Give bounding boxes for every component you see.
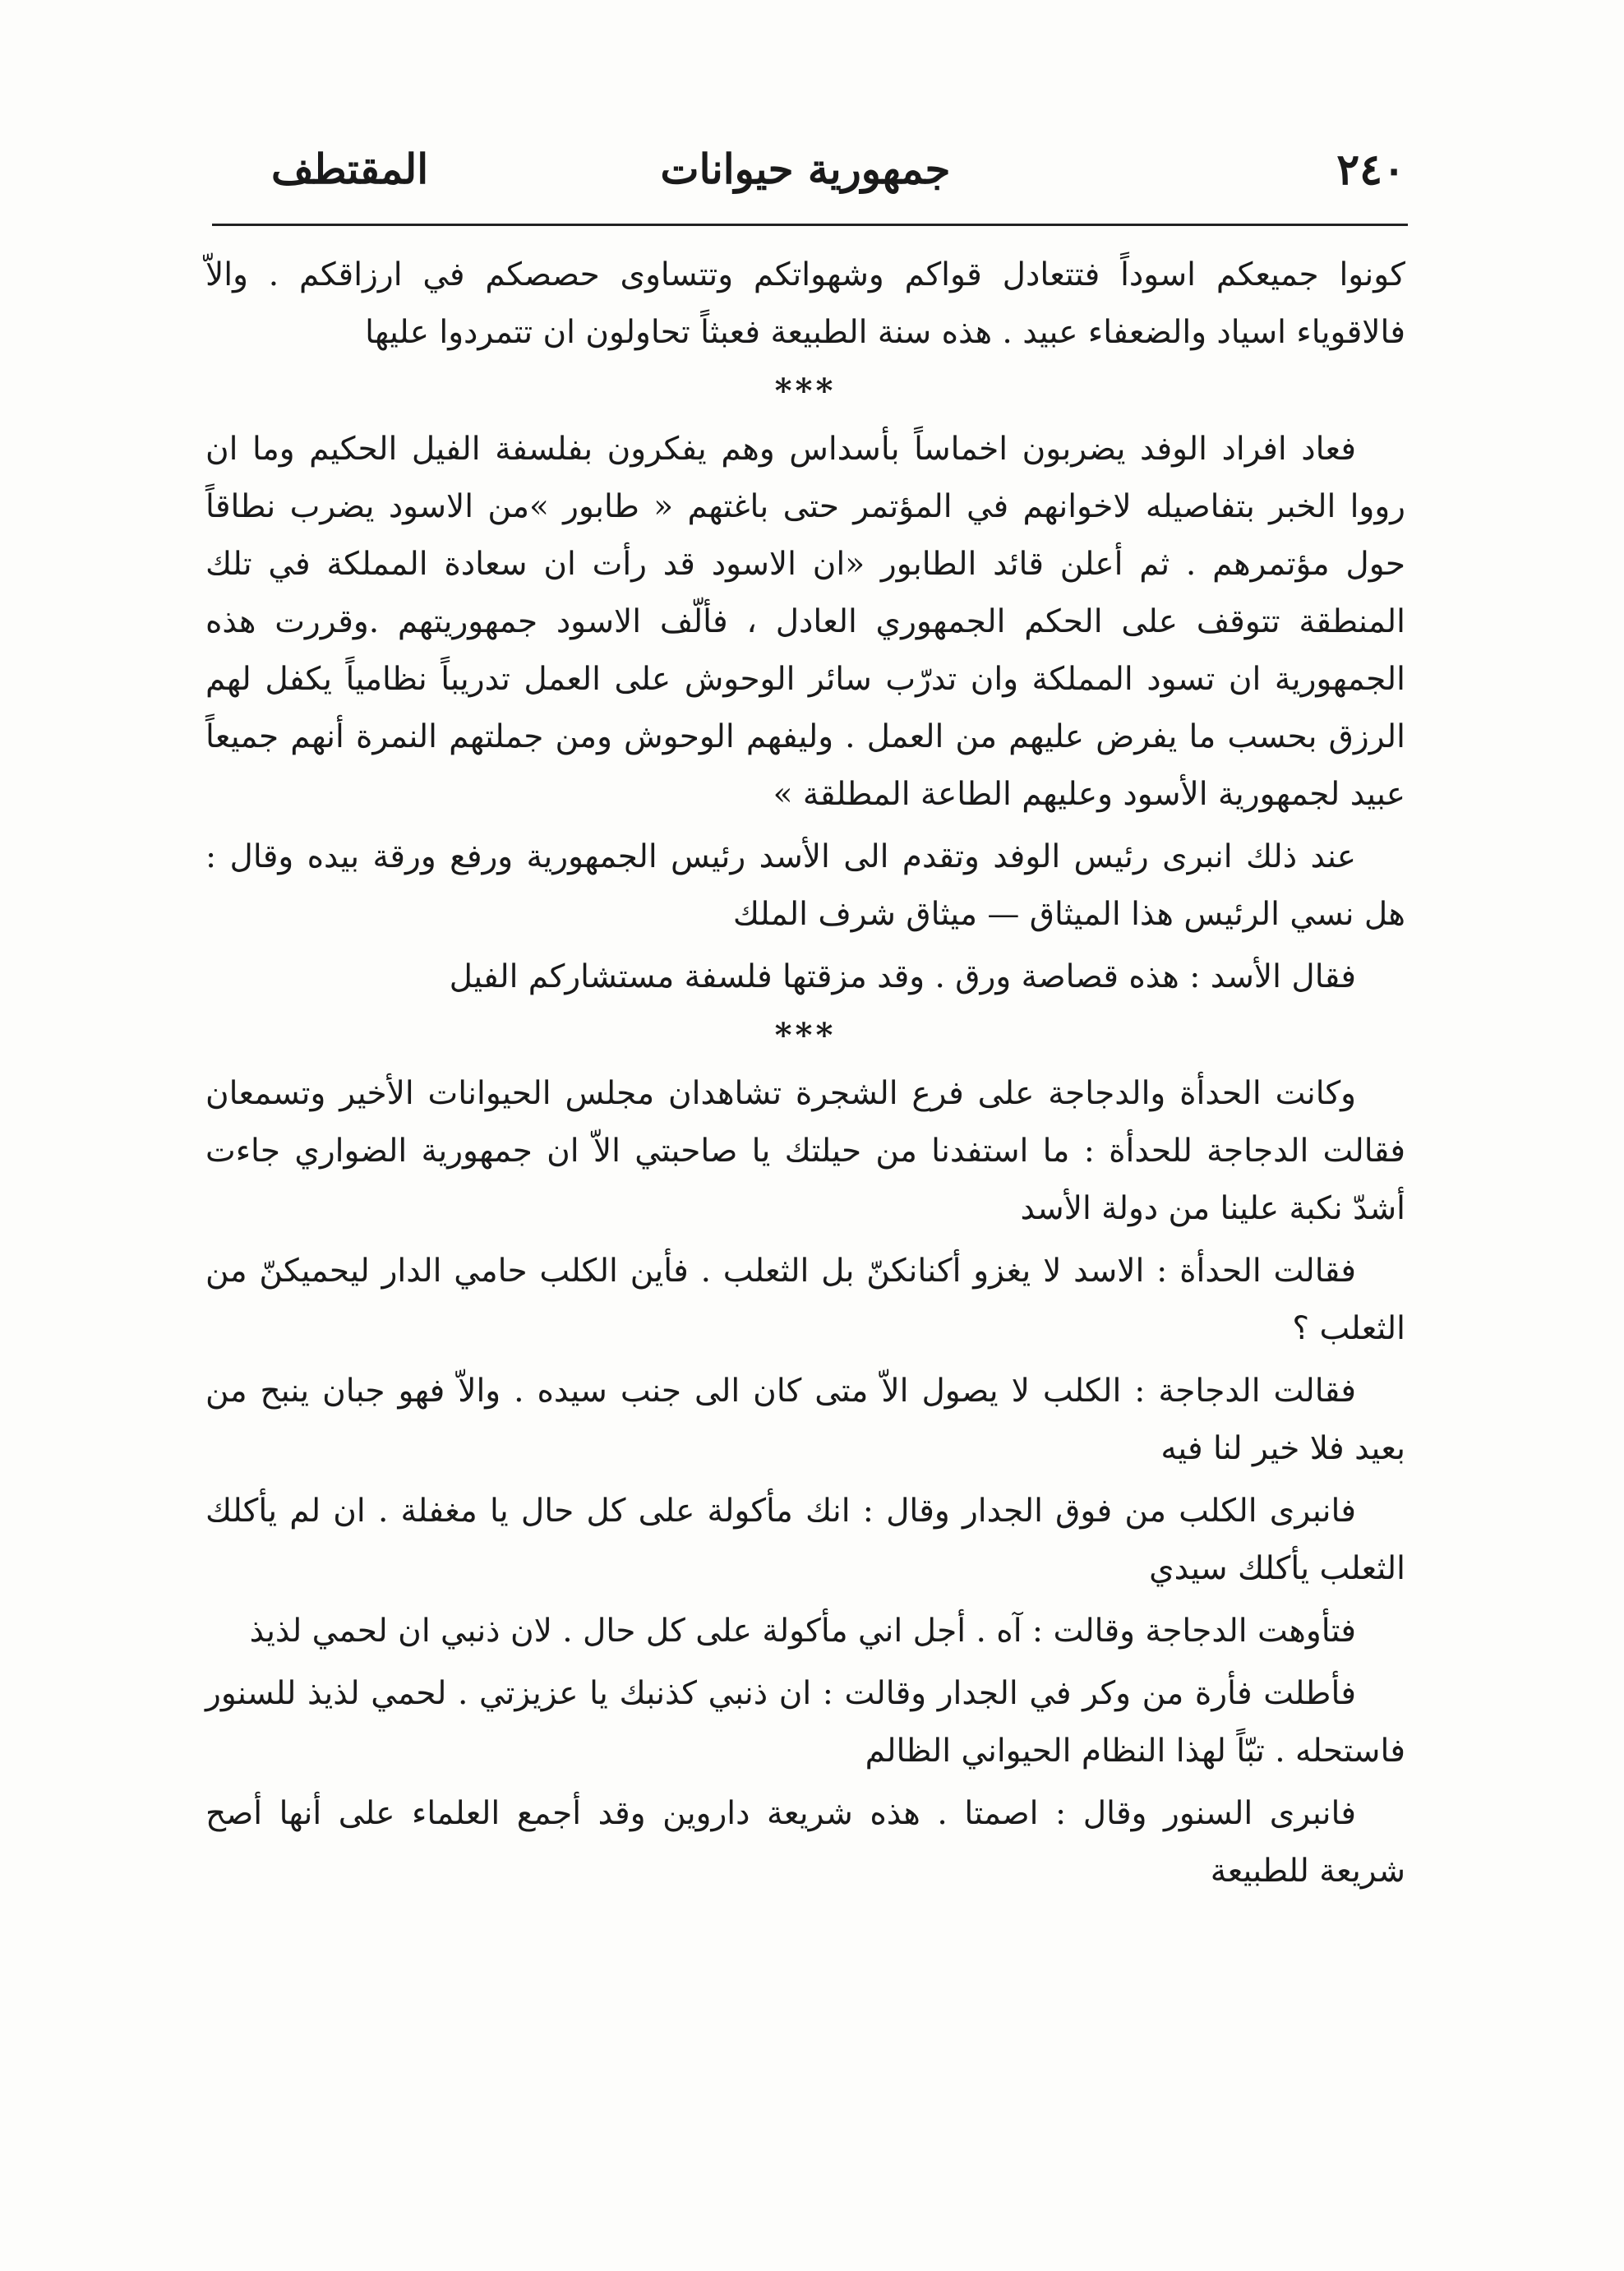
section-separator-1: *** [774, 372, 837, 410]
paragraph-3: عند ذلك انبرى رئيس الوفد وتقدم الى الأسد رئيس الجمهورية ورفع ورقة بيده وقال : هل نسي الرئيس هذا الميثاق — ميثاق شرف الملك [205, 838, 1405, 933]
paragraph-8: فانبرى الكلب من فوق الجدار وقال : انك مأكولة على كل حال يا مغفلة . ان لم يأكلك الثعلب يأكلك سيدي [205, 1493, 1405, 1587]
page-number: ٢٤٠ [1336, 145, 1405, 195]
running-title: جمهورية حيوانات [660, 145, 951, 193]
paragraph-4: فقال الأسد : هذه قصاصة ورق . وقد مزقتها فلسفة مستشاركم الفيل [449, 958, 1356, 995]
header-rule [212, 224, 1408, 226]
section-separator-2: *** [774, 1016, 837, 1055]
paragraph-6: فقالت الحدأة : الاسد لا يغزو أكنانكنّ بل الثعلب . فأين الكلب حامي الدار ليحميكنّ من الثعلب ؟ [205, 1253, 1405, 1347]
paragraph-10: فأطلت فأرة من وكر في الجدار وقالت : ان ذنبي كذنبك يا عزيزتي . لحمي لذيذ للسنور فاستحله . تبّاً لهذا النظام الحيواني الظالم [205, 1675, 1405, 1770]
journal-name: المقتطف [271, 145, 429, 193]
paragraph-11: فانبرى السنور وقال : اصمتا . هذه شريعة داروين وقد أجمع العلماء على أنها أصح شريعة للطبيعة [205, 1795, 1405, 1890]
paragraph-2: فعاد افراد الوفد يضربون اخماساً بأسداس وهم يفكرون بفلسفة الفيل الحكيم وما ان رووا الخبر بتفاصيله لاخوانهم في المؤتمر حتى باغتهم « طابور »من الاسود يضرب نطاقاً حول مؤتمرهم . ثم أعلن قائد الطابور «ان الاسود قد رأت ان سعادة المملكة في تلك المنطقة تتوقف على الحكم الجمهوري العادل ، فألّف الاسود جمهوريتهم .وقررت هذه الجمهورية ان تسود المملكة وان تدرّب سائر الوحوش على العمل تدريباً نظامياً يكفل لهم الرزق بحسب ما يفرض عليهم من العمل . وليفهم الوحوش ومن جملتهم النمرة أنهم جميعاً عبيد لجمهورية الأسود وعليهم الطاعة المطلقة » [205, 431, 1405, 813]
paragraph-7: فقالت الدجاجة : الكلب لا يصول الاّ متى كان الى جنب سيده . والاّ فهو جبان ينبح من بعيد فلا خير لنا فيه [205, 1373, 1405, 1467]
article-body [205, 247, 1405, 1905]
paragraph-5: وكانت الحدأة والدجاجة على فرع الشجرة تشاهدان مجلس الحيوانات الأخير وتسمعان فقالت الدجاجة للحدأة : ما استفدنا من حيلتك يا صاحبتي الاّ ان جمهورية الضواري جاءت أشدّ نكبة علينا من دولة الأسد [205, 1075, 1405, 1227]
paragraph-1: كونوا جميعكم اسوداً فتتعادل قواكم وشهواتكم وتتساوى حصصكم في ارزاقكم . والاّ فالاقوياء اسياد والضعفاء عبيد . هذه سنة الطبيعة فعبثاً تحاولون ان تتمردوا عليها [205, 256, 1405, 351]
page-header [205, 145, 1405, 202]
paragraph-9: فتأوهت الدجاجة وقالت : آه . أجل اني مأكولة على كل حال . لان ذنبي ان لحمي لذيذ [249, 1613, 1356, 1650]
